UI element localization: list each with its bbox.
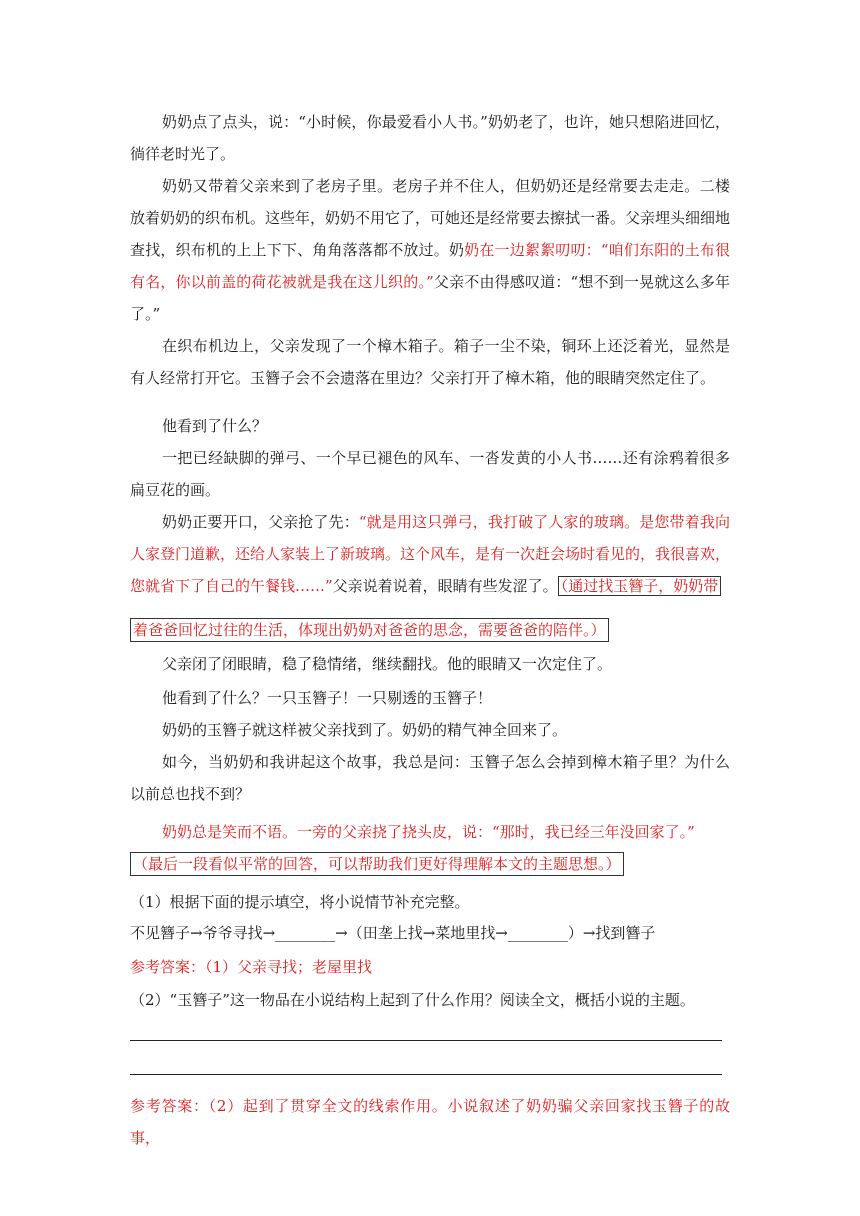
paragraph-6-head: 奶奶正要开口，父亲抢了先： <box>162 513 359 531</box>
paragraph-6-highlight: “就是用这只弹弓，我打破了人家的玻璃。是您带着我向人家登门道歉，还给人家装上了新玻璃。这个风车，是有一次赶会场时看见的，我很喜欢，您就省下了自己的午餐钱……” <box>130 513 731 595</box>
question-1-plot-flow: 不见簪子→爷爷寻找→________→（田垄上找→菜地里找→________）→找到簪子 <box>130 924 656 942</box>
annotation-box-1-start: （通过找玉簪子，奶奶带 <box>558 576 722 596</box>
paragraph-4: 他看到了什么？ <box>162 417 268 435</box>
paragraph-2-highlight: 奶在一边絮絮叨叨：“咱们东阳的土布很有名，你以前盖的荷花被就是我在这儿织的。” <box>130 241 730 291</box>
paragraph-2-text: 奶奶又带着父亲来到了老房子里。老房子并不住人，但奶奶还是经常要去走走。二楼放着奶奶的织布机。这些年，奶奶不用它了，可她还是经常要去擦拭一番。父亲埋头细细地查找，织布机的上上下下、角角落落都不放过。奶 <box>130 177 731 259</box>
question-1: （1）根据下面的提示填空，将小说情节补充完整。 <box>130 893 470 911</box>
paragraph-1: 奶奶点了点头，说：“小时候，你最爱看小人书。”奶奶老了，也许，她只想陷进回忆，徜徉老时光了。 <box>130 113 730 163</box>
paragraph-3: 在织布机边上，父亲发现了一个樟木箱子。箱子一尘不染，铜环上还泛着光，显然是有人经常打开它。玉簪子会不会遗落在里边？父亲打开了樟木箱，他的眼睛突然定住了。 <box>130 337 730 387</box>
question-2: （2）“玉簪子”这一物品在小说结构上起到了什么作用？阅读全文，概括小说的主题。 <box>130 991 695 1009</box>
answer-2: 参考答案：（2）起到了贯穿全文的线索作用。小说叙述了奶奶骗父亲回家找玉簪子的故事， <box>130 1097 730 1147</box>
annotation-box-2: （最后一段看似平常的回答，可以帮助我们更好得理解本文的主题思想。） <box>130 852 624 876</box>
paragraph-2 <box>130 170 730 330</box>
paragraph-7: 父亲闭了闭眼睛，稳了稳情绪，继续翻找。他的眼睛又一次定住了。 <box>162 655 613 673</box>
answer-line-1 <box>130 1040 722 1041</box>
paragraph-6-tail: 父亲说着说着，眼睛有些发涩了。 <box>332 577 558 595</box>
paragraph-8: 他看到了什么？一只玉簪子！一只剔透的玉簪子！ <box>162 689 493 707</box>
answer-1: 参考答案：（1）父亲寻找；老屋里找 <box>130 958 373 976</box>
answer-line-2 <box>130 1074 722 1075</box>
paragraph-2-tail: 父亲不由得感叹道：“想不到一晃就这么多年了。” <box>130 273 730 323</box>
paragraph-11: 奶奶总是笑而不语。一旁的父亲挠了挠头皮，说：“那时，我已经三年没回家了。” <box>162 823 695 841</box>
paragraph-6 <box>130 506 730 602</box>
paragraph-5: 一把已经缺脚的弹弓、一个早已褪色的风车、一沓发黄的小人书……还有涂鸦着很多扁豆花的画。 <box>130 449 730 499</box>
paragraph-10: 如今，当奶奶和我讲起这个故事，我总是问：玉簪子怎么会掉到樟木箱子里？为什么以前总也找不到？ <box>130 753 730 803</box>
paragraph-9: 奶奶的玉簪子就这样被父亲找到了。奶奶的精气神全回来了。 <box>162 721 568 739</box>
annotation-box-1-continued: 着爸爸回忆过往的生活，体现出奶奶对爸爸的思念，需要爸爸的陪伴。） <box>130 618 609 642</box>
